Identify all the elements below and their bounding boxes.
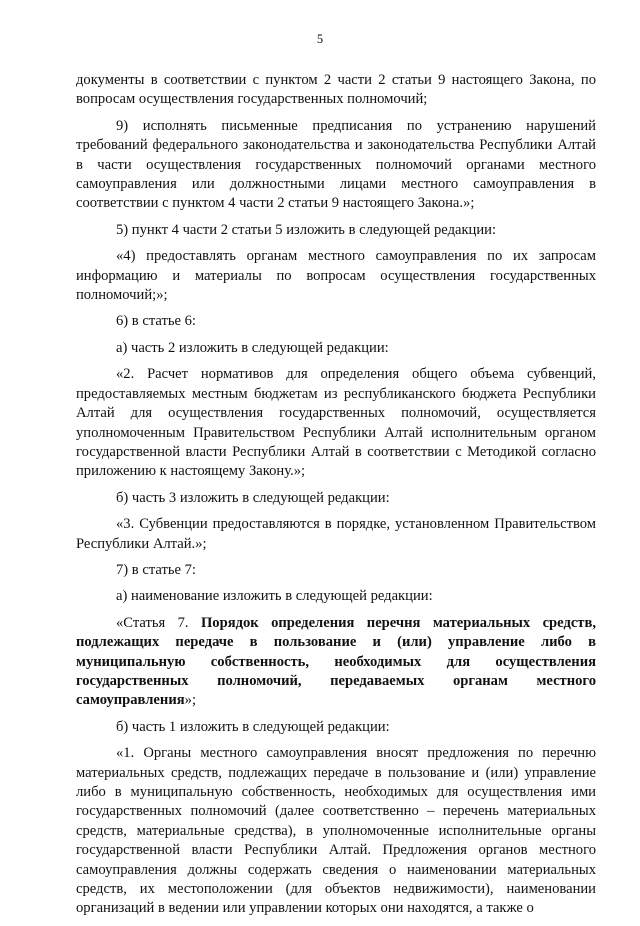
paragraph-item-7: 7) в статье 7: [116, 561, 196, 578]
paragraph-item-5: 5) пункт 4 части 2 статьи 5 изложить в следующей редакции: [116, 221, 497, 238]
article-7-suffix: »; [184, 692, 196, 709]
paragraph-subitem-b-part-3: б) часть 3 изложить в следующей редакции: [116, 489, 390, 506]
article-7-prefix: «Статья 7. [116, 614, 201, 631]
page-number: 5 [316, 32, 324, 46]
paragraph-quote-part-3: «3. Субвенции предоставляются в порядке, установленном Правительством Республики Алтай.»; [76, 516, 596, 552]
paragraph-quote-part-1: «1. Органы местного самоуправления вносят предложения по перечню материальных средств, подлежащих передаче в пользование и (или) управление либо в муниципальную собственность, необходимых для осуществления ими государственных полномочий (далее соответственно – перечень материальных средств, материальные средства), в уполномоченные исполнительные органы государственной власти Республики Алтай. Предложения органов местного самоуправления должны содержать сведения о наименовании материальных средств, их местоположении (для объектов недвижимости), наименовании организаций в ведении или управлении которых они находятся, а также о [76, 745, 596, 917]
paragraph-quote-item-4: «4) предоставлять органам местного самоуправления по их запросам информацию и материалы по вопросам осуществления государственных полномочий;»; [76, 248, 596, 304]
paragraph-subitem-b-part-1: б) часть 1 изложить в следующей редакции: [116, 718, 390, 735]
paragraph-article-7-title [76, 614, 596, 711]
document-body [76, 71, 596, 926]
paragraph-item-9: 9) исполнять письменные предписания по устранению нарушений требований федерального законодательства и законодательства Республики Алтай в части осуществления государственных полномочий органами местного самоуправления или должностными лицами местного самоуправления в соответствии с пунктом 4 части 2 статьи 9 настоящего Закона.»; [76, 117, 596, 212]
paragraph-subitem-a-title: а) наименование изложить в следующей редакции: [116, 588, 433, 605]
paragraph-continuation: документы в соответствии с пунктом 2 части 2 статьи 9 настоящего Закона, по вопросам осуществления государственных полномочий; [76, 72, 596, 108]
paragraph-subitem-a-part-2: а) часть 2 изложить в следующей редакции: [116, 339, 389, 356]
paragraph-quote-part-2: «2. Расчет нормативов для определения общего объема субвенций, предоставляемых местным бюджетам из республиканского бюджета Республики Алтай для осуществления государственных полномочий, осуществляется уполномоченным Правительством Республики Алтай исполнительным органом государственной власти Республики Алтай в соответствии с Методикой согласно приложению к настоящему Закону.»; [76, 366, 596, 480]
paragraph-item-6: 6) в статье 6: [116, 313, 196, 330]
article-7-heading: Порядок определения перечня материальных средств, подлежащих передаче в пользование и (или) управление либо в муниципальную собственность, необходимых для осуществления государственных полномочий, передаваемых органам местного самоуправления [76, 614, 597, 709]
